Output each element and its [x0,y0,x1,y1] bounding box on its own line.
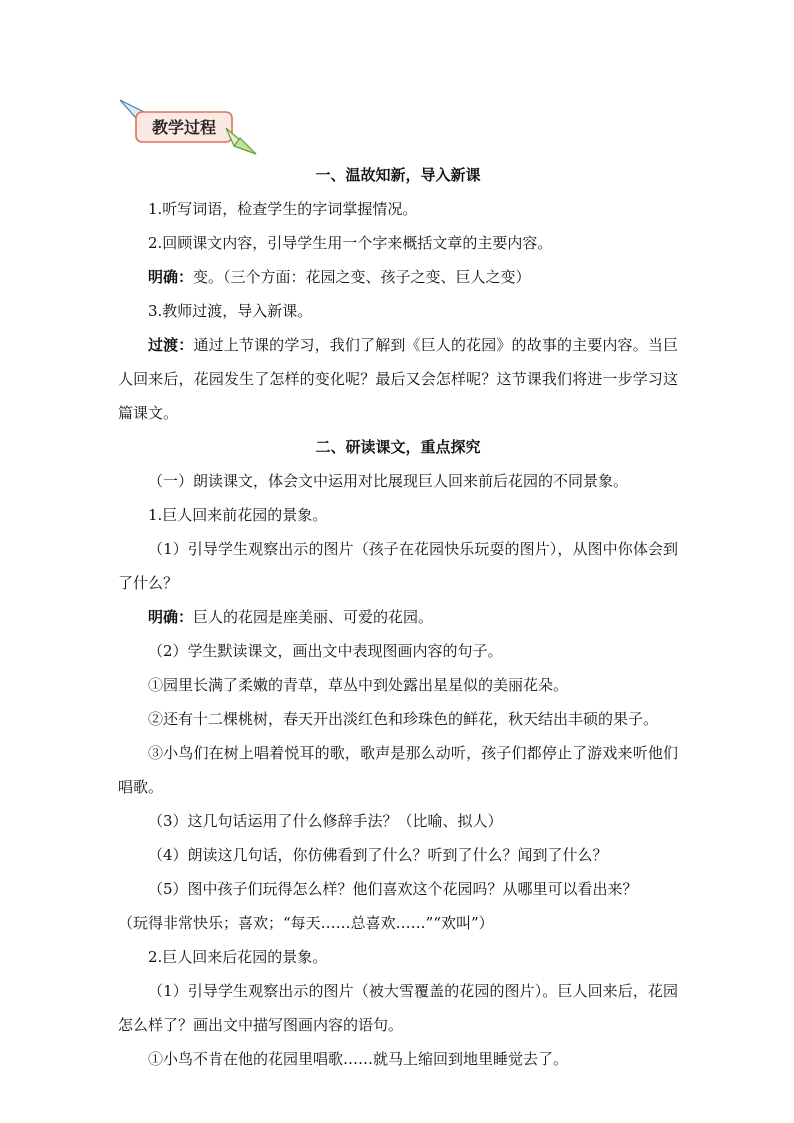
clarify-label: 明确： [148,608,194,626]
s1-item-3: 3.教师过渡，导入新课。 [148,302,313,320]
s2-question-6: （1）引导学生观察出示的图片（被大雪覆盖的花园的图片）。巨人回来后，花园怎么样了？画出文中描写图画内容的语句。 [118,982,678,1034]
clarify-text: 变。（三个方面：花园之变、孩子之变、巨人之变） [193,268,531,286]
s2-citation-3: ③小鸟们在树上唱着悦耳的歌，歌声是那么动听，孩子们都停止了游戏来听他们唱歌。 [118,744,678,796]
badge-label: 教学过程 [151,118,217,137]
s2-citation-2: ②还有十二棵桃树，春天开出淡红色和珍珠色的鲜花，秋天结出丰硕的果子。 [148,710,659,728]
s1-item-1: 1.听写词语，检查学生的字词掌握情况。 [148,200,418,218]
s1-clarify [118,260,678,294]
section-2-title: 二、研读课文，重点探究 [315,438,481,456]
s2-part-2: 2.巨人回来后花园的景象。 [148,948,328,966]
s2-question-3: （3）这几句话运用了什么修辞手法？（比喻、拟人） [148,812,503,830]
section-1-title: 一、温故知新，导入新课 [315,166,481,184]
s2-citation-1: ①园里长满了柔嫩的青草，草丛中到处露出星星似的美丽花朵。 [148,676,569,694]
s1-transition [118,328,678,430]
s2-intro: （一）朗读课文，体会文中运用对比展现巨人回来前后花园的不同景象。 [148,472,629,490]
clarify-text: 巨人的花园是座美丽、可爱的花园。 [193,608,434,626]
transition-label: 过渡： [148,336,194,354]
transition-text: 通过上节课的学习，我们了解到《巨人的花园》的故事的主要内容。当巨人回来后，花园发生了怎样的变化呢？最后又会怎样呢？这节课我们将进一步学习这篇课文。 [118,336,678,422]
s2-question-2: （2）学生默读课文，画出文中表现图画内容的句子。 [148,642,503,660]
s2-clarify [118,600,678,634]
s2-question-1: （1）引导学生观察出示的图片（孩子在花园快乐玩耍的图片），从图中你体会到了什么？ [118,540,678,592]
paper-plane-badge [118,98,258,156]
lesson-content [118,158,678,1076]
s2-part-1: 1.巨人回来前花园的景象。 [148,506,328,524]
s2-question-4: （4）朗读这几句话，你仿佛看到了什么？听到了什么？闻到了什么？ [148,846,608,864]
s1-item-2: 2.回顾课文内容，引导学生用一个字来概括文章的主要内容。 [148,234,553,252]
clarify-label: 明确： [148,268,194,286]
s2-citation-4: ①小鸟不肯在他的花园里唱歌……就马上缩回到地里睡觉去了。 [148,1050,569,1068]
s2-question-5: （5）图中孩子们玩得怎么样？他们喜欢这个花园吗？从哪里可以看出来？ [148,880,638,898]
s2-answer-5: （玩得非常快乐；喜欢；“每天……总喜欢……”“欢叫”） [118,914,494,932]
